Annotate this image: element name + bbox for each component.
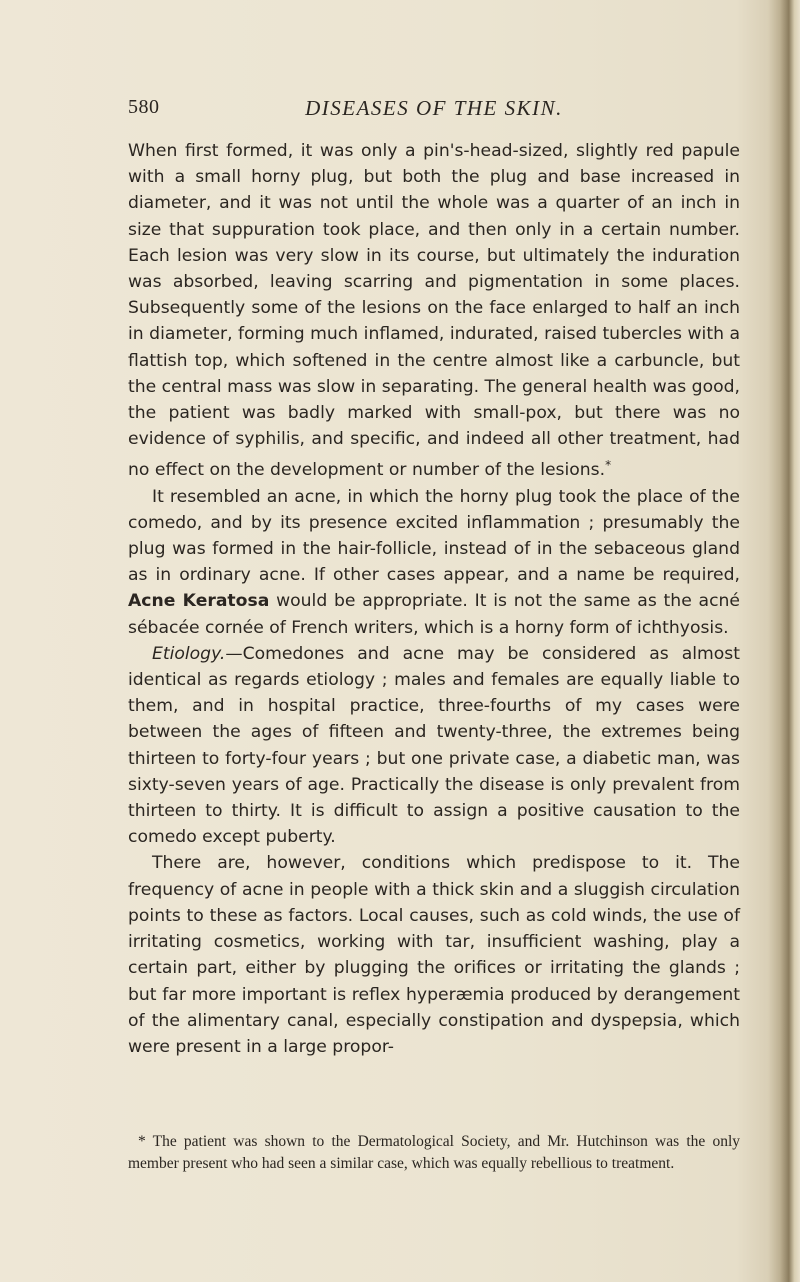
paragraph-case-description <box>128 138 740 484</box>
footnote-reference: * <box>605 458 612 473</box>
page-header <box>128 96 740 126</box>
paragraph-text: There are, however, conditions which predispose to it. The frequency of acne in people with a thick skin and a sluggish circulation points to these as factors. Local causes, such as cold winds, the use of irritating cosmetics, working with tar, insufficient washing, play a certain part, either by plugging the orifices or irritating the glands ; but far more important is reflex hyperæmia produced by derangement of the alimentary canal, especially constipation and dyspepsia, which were present in a large propor- <box>128 853 740 1057</box>
footnote: * The patient was shown to the Dermatological Society, and Mr. Hutchinson was the only member present who had seen a similar case, which was equally rebellious to treatment. <box>128 1133 740 1172</box>
page-number: 580 <box>128 96 160 118</box>
term-acne-keratosa: Acne Keratosa <box>128 591 270 612</box>
paragraph-acne-keratosa <box>128 484 740 641</box>
body-text <box>128 138 740 1060</box>
section-heading-etiology: Etiology. <box>152 643 226 664</box>
paragraph-text: —Comedones and acne may be considered as almost identical as regards etiology ; males and females are equally liable to them, and in hospital practice, three-fourths of my cases were between the ages of fifteen and twenty-three, the extremes being thirteen to forty-four years ; but one private case, a diabetic man, was sixty-seven years of age. Practically the disease is only prevalent from thirteen to thirty. It is difficult to assign a positive causation to the comedo except puberty. <box>128 643 740 848</box>
paragraph-text: When first formed, it was only a pin's-head-sized, slightly red papule with a small horny plug, but both the plug and base increased in diameter, and it was not until the whole was a quarter of an inch in size that suppuration took place, and then only in a certain number. Each lesion was very slow in its course, but ultimately the induration was absorbed, leaving scarring and pigmentation in some places. Subsequently some of the lesions on the face enlarged to half an inch in diameter, forming much inflamed, indurated, raised tubercles with a flattish top, which softened in the centre almost like a carbuncle, but the central mass was slow in separating. The general health was good, the patient was badly marked with small-pox, but there was no evidence of syphilis, and specific, and indeed all other treatment, had no effect on the development or number of the lesions. <box>128 141 740 481</box>
paragraph-text: would be appropriate. It is not the same as the acné sébacée cornée of French writers, which is a horny form of ichthyosis. <box>128 591 740 638</box>
paragraph-text: It resembled an acne, in which the horny plug took the place of the comedo, and by its presence excited inflammation ; presumably the plug was formed in the hair-follicle, instead of in the sebaceous gland as in ordinary acne. If other cases appear, and a name be required, <box>128 486 740 586</box>
paragraph-etiology <box>128 641 740 851</box>
running-title: DISEASES OF THE SKIN. <box>305 96 563 120</box>
paragraph-predisposing-conditions <box>128 850 740 1060</box>
